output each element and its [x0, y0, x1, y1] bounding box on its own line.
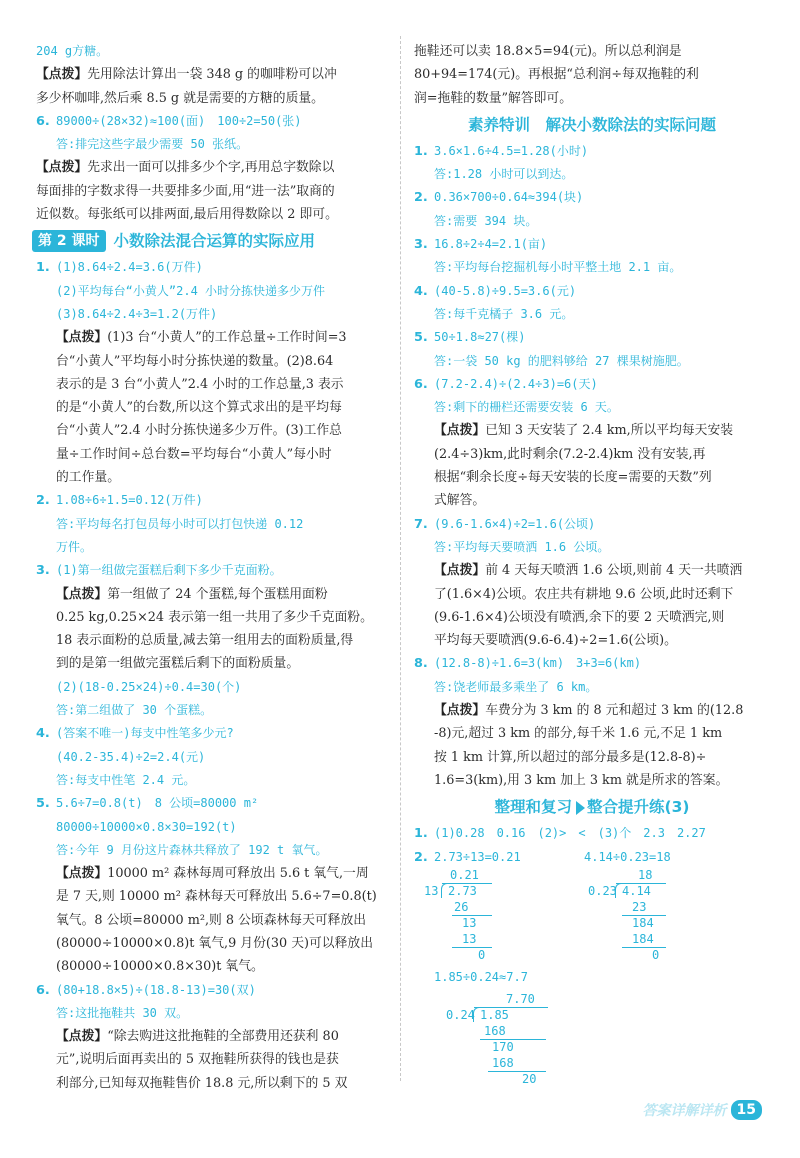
question-number: 4.: [414, 283, 428, 299]
answer-line: 4.14÷0.23=18: [584, 849, 671, 864]
page-number: 15: [731, 1100, 762, 1120]
answer-line: 1.85÷0.24≈7.7: [434, 970, 528, 984]
answer-line: (7.2-2.4)÷(2.4÷3)=6(天): [434, 376, 598, 391]
tip-text: 80+94=174(元)。再根据“总利润÷每双拖鞋的利: [414, 67, 699, 83]
lesson-title: 小数除法混合运算的实际应用: [113, 231, 316, 250]
answer-line: 答:这批拖鞋共 30 双。: [56, 1005, 189, 1020]
tip-text: 量÷工作时间÷总台数=平均每台“小黄人”每小时: [56, 446, 332, 462]
lesson-heading: [32, 226, 388, 256]
division-quotient: 7.70: [506, 992, 535, 1006]
tip-text: 平均每天要喷洒(9.6-6.4)÷2=1.6(公顷)。: [434, 633, 677, 649]
left-column: [36, 40, 388, 1095]
tip-text: 了(1.6×4)公顷。农庄共有耕地 9.6 公顷,此时还剩下: [434, 586, 734, 602]
tip-tag: 【点拨】: [56, 586, 108, 602]
tip-text: 是 7 天,则 10000 m² 森林每天可释放出 5.6÷7=0.8(t): [56, 889, 377, 905]
answer-line: 答:每千克橘子 3.6 元。: [434, 306, 574, 321]
tip-tag: 【点拨】: [36, 67, 88, 83]
tip-text: (80000÷10000×0.8)t 氧气,9 月份(30 天)可以释放出: [56, 935, 373, 951]
section-title-part: 整合提升练(3): [587, 798, 690, 817]
right-column: [414, 40, 770, 869]
answer-line: (40-5.8)÷9.5=3.6(元): [434, 283, 577, 298]
division-rule: [622, 947, 666, 948]
answer-line: (9.6-1.6×4)÷2=1.6(公顷): [434, 516, 596, 531]
tip-text: 表示的是 3 台“小黄人”2.4 小时的工作总量,3 表示: [56, 376, 344, 392]
tip-text: 拖鞋还可以卖 18.8×5=94(元)。所以总利润是: [414, 44, 682, 59]
division-divisor: 13: [424, 884, 439, 898]
answer-line: 80000÷10000×0.8×30=192(t): [56, 819, 237, 834]
tip-text: 18 表示面粉的总质量,减去第一组用去的面粉质量,得: [56, 633, 354, 649]
tip-text: 的工作量。: [56, 470, 120, 486]
answer-line: (40.2-35.4)÷2=2.4(元): [56, 749, 206, 764]
division-divisor: 0.24: [446, 1008, 475, 1022]
question-number: 7.: [414, 516, 428, 532]
division-quotient: 0.21: [450, 868, 479, 882]
answer-line: 答:平均每名打包员每小时可以打包快递 0.12: [56, 516, 304, 531]
tip-tag: 【点拨】: [56, 330, 108, 346]
question-number: 3.: [36, 563, 50, 579]
tip-text: 式解答。: [434, 493, 486, 509]
section-title-part: 整理和复习: [494, 798, 573, 817]
answer-line: 答:排完这些字最少需要 50 张纸。: [56, 137, 249, 152]
division-dividend: 1.85: [480, 1008, 509, 1022]
question-number: 3.: [414, 237, 428, 253]
tip-text: 润=拖鞋的数量”解答即可。: [414, 90, 573, 106]
answer-line: 答:平均每台挖掘机每小时平整土地 2.1 亩。: [434, 260, 682, 275]
division-step: 184: [632, 932, 654, 946]
answer-line: 3.6×1.6÷4.5=1.28(小时): [434, 143, 589, 158]
division-step: 26: [454, 900, 469, 914]
tip-text: (9.6-1.6×4)公顷没有喷洒,余下的要 2 天喷洒完,则: [434, 609, 725, 625]
tip-text: 先用除法计算出一袋 348 g 的咖啡粉可以冲: [87, 67, 337, 83]
tip-text: -8)元,超过 3 km 的部分,每千米 1.6 元,不足 1 km: [434, 726, 723, 742]
tip-text: 第一组做了 24 个蛋糕,每个蛋糕用面粉: [107, 586, 328, 602]
division-step: 168: [484, 1024, 506, 1038]
tip-text: 先求出一面可以排多少个字,再用总字数除以: [87, 160, 335, 176]
division-step: 168: [492, 1056, 514, 1070]
long-division-3: [446, 992, 556, 1092]
answer-line: 204 g方糖。: [36, 44, 109, 58]
tip-text: 每面排的字数求得一共要排多少面,用“进一法”取商的: [36, 183, 335, 199]
answer-line: 1.08÷6÷1.5=0.12(万件): [56, 493, 203, 508]
division-rule: [488, 1071, 546, 1072]
answer-line: 答:饶老师最多乘坐了 6 km。: [434, 679, 598, 694]
long-division-1: [424, 868, 504, 968]
tip-tag: 【点拨】: [36, 160, 88, 176]
tip-tag: 【点拨】: [434, 703, 486, 719]
tip-text: 多少杯咖啡,然后乘 8.5 g 就是需要的方糖的质量。: [36, 90, 324, 106]
answer-line: 万件。: [56, 539, 93, 554]
division-step: 13: [462, 916, 477, 930]
tip-text: (2.4÷3)km,此时剩余(7.2-2.4)km 没有安装,再: [434, 446, 706, 462]
answer-line: 答:第二组做了 30 个蛋糕。: [56, 703, 213, 718]
answer-line: (1)第一组做完蛋糕后剩下多少千克面粉。: [56, 563, 282, 578]
question-number: 6.: [414, 376, 428, 392]
answer-line: 0.36×700÷0.64≈394(块): [434, 190, 584, 205]
question-number: 1.: [414, 143, 428, 159]
tip-text: 前 4 天每天喷洒 1.6 公顷,则前 4 天一共喷洒: [485, 563, 743, 579]
tip-text: 1.6=3(km),用 3 km 加上 3 km 就是所求的答案。: [434, 772, 729, 788]
tip-text: 元”,说明后面再卖出的 5 双拖鞋所获得的钱也是获: [56, 1052, 339, 1068]
tip-text: (1)3 台“小黄人”的工作总量÷工作时间=3: [107, 330, 347, 346]
tip-tag: 【点拨】: [56, 866, 108, 882]
answer-line: 50÷1.8≈27(棵): [434, 330, 526, 345]
answer-line: 89000÷(28×32)≈100(面) 100÷2=50(张): [56, 113, 302, 128]
tip-text: 近似数。每张纸可以排两面,最后用得数除以 2 即可。: [36, 207, 338, 223]
tip-tag: 【点拨】: [434, 563, 486, 579]
answer-line: (80+18.8×5)÷(18.8-13)=30(双): [56, 982, 256, 997]
tip-text: 10000 m² 森林每周可释放出 5.6 t 氧气,一周: [107, 866, 369, 882]
answer-line: (12.8-8)÷1.6=3(km) 3+3=6(km): [434, 656, 642, 671]
section-title: [414, 792, 770, 822]
question-number: 6.: [36, 113, 50, 129]
question-number: 1.: [414, 826, 428, 842]
answer-line: (2)(18-0.25×24)÷0.4=30(个): [56, 679, 242, 694]
question-number: 1.: [36, 260, 50, 276]
answer-line: 2.73÷13=0.21: [434, 849, 521, 864]
division-rule: [452, 947, 492, 948]
division-remainder: 20: [522, 1072, 537, 1086]
division-remainder: 0: [478, 948, 486, 962]
tip-text: “除去购进这批拖鞋的全部费用还获利 80: [107, 1029, 339, 1045]
lesson-badge: 第 2 课时: [32, 230, 106, 252]
division-dividend: 2.73: [448, 884, 477, 898]
division-quotient: 18: [638, 868, 653, 882]
answer-line: (1)8.64÷2.4=3.6(万件): [56, 260, 203, 275]
footer-label: 答案详解详析: [642, 1103, 727, 1119]
tip-text: 已知 3 天安装了 2.4 km,所以平均每天安装: [485, 423, 734, 439]
tip-text: 到的是第一组做完蛋糕后剩下的面粉质量。: [56, 656, 300, 672]
question-number: 2.: [36, 493, 50, 509]
section-title: 素养特训 解决小数除法的实际问题: [467, 115, 716, 134]
page-footer: [643, 1100, 762, 1120]
question-number: 8.: [414, 656, 428, 672]
answer-line: 答:今年 9 月份这片森林共释放了 192 t 氧气。: [56, 842, 328, 857]
division-step: 184: [632, 916, 654, 930]
arrow-icon: [576, 801, 585, 815]
tip-text: 根据“剩余长度÷每天安装的长度=需要的天数”列: [434, 470, 712, 486]
answer-line: 答:剩下的栅栏还需要安装 6 天。: [434, 400, 619, 415]
tip-text: 按 1 km 计算,所以超过的部分最多是(12.8-8)÷: [434, 749, 707, 765]
division-bracket: [441, 883, 448, 898]
answer-line: 答:平均每天要喷洒 1.6 公顷。: [434, 539, 610, 554]
division-remainder: 0: [652, 948, 660, 962]
tip-text: 氧气。8 公顷=80000 m²,则 8 公顷森林每天可释放出: [56, 912, 367, 928]
answer-line: (答案不唯一)每支中性笔多少元?: [56, 726, 234, 741]
tip-tag: 【点拨】: [434, 423, 486, 439]
question-number: 5.: [36, 796, 50, 812]
tip-text: (80000÷10000×0.8×30)t 氧气。: [56, 959, 264, 975]
answer-line: 答:一袋 50 kg 的肥料够给 27 棵果树施肥。: [434, 353, 689, 368]
division-divisor: 0.23: [588, 884, 617, 898]
tip-text: 利部分,已知每双拖鞋售价 18.8 元,所以剩下的 5 双: [56, 1075, 348, 1091]
answer-line: 答:1.28 小时可以到达。: [434, 167, 574, 182]
division-step: 13: [462, 932, 477, 946]
answer-line: 5.6÷7=0.8(t) 8 公顷=80000 m²: [56, 796, 259, 811]
column-divider: [400, 36, 401, 1081]
tip-text: 台“小黄人”平均每小时分拣快递的数量。(2)8.64: [56, 353, 334, 369]
question-number: 4.: [36, 726, 50, 742]
long-division-2: [588, 868, 678, 968]
tip-tag: 【点拨】: [56, 1029, 108, 1045]
question-number: 2.: [414, 849, 428, 865]
question-number: 2.: [414, 190, 428, 206]
answer-line: (1)0.28 0.16 (2)> < (3)个 2.3 2.27: [434, 826, 706, 841]
answer-line: 答:需要 394 块。: [434, 213, 538, 228]
answer-line: (3)8.64÷2.4÷3=1.2(万件): [56, 306, 218, 321]
question-number: 5.: [414, 330, 428, 346]
division-step: 170: [492, 1040, 514, 1054]
division-step: 23: [632, 900, 647, 914]
tip-text: 台“小黄人”2.4 小时分拣快递多少万件。(3)工作总: [56, 423, 342, 439]
tip-text: 的是“小黄人”的台数,所以这个算式求出的是平均每: [56, 400, 342, 416]
tip-text: 0.25 kg,0.25×24 表示第一组一共用了多少千克面粉。: [56, 609, 373, 625]
tip-text: 车费分为 3 km 的 8 元和超过 3 km 的(12.8: [485, 703, 744, 719]
answer-line: (2)平均每台“小黄人”2.4 小时分拣快递多少万件: [56, 283, 326, 298]
answer-line: 16.8÷2÷4=2.1(亩): [434, 237, 548, 252]
question-number: 6.: [36, 982, 50, 998]
division-dividend: 4.14: [622, 884, 651, 898]
answer-line: 答:每支中性笔 2.4 元。: [56, 772, 196, 787]
